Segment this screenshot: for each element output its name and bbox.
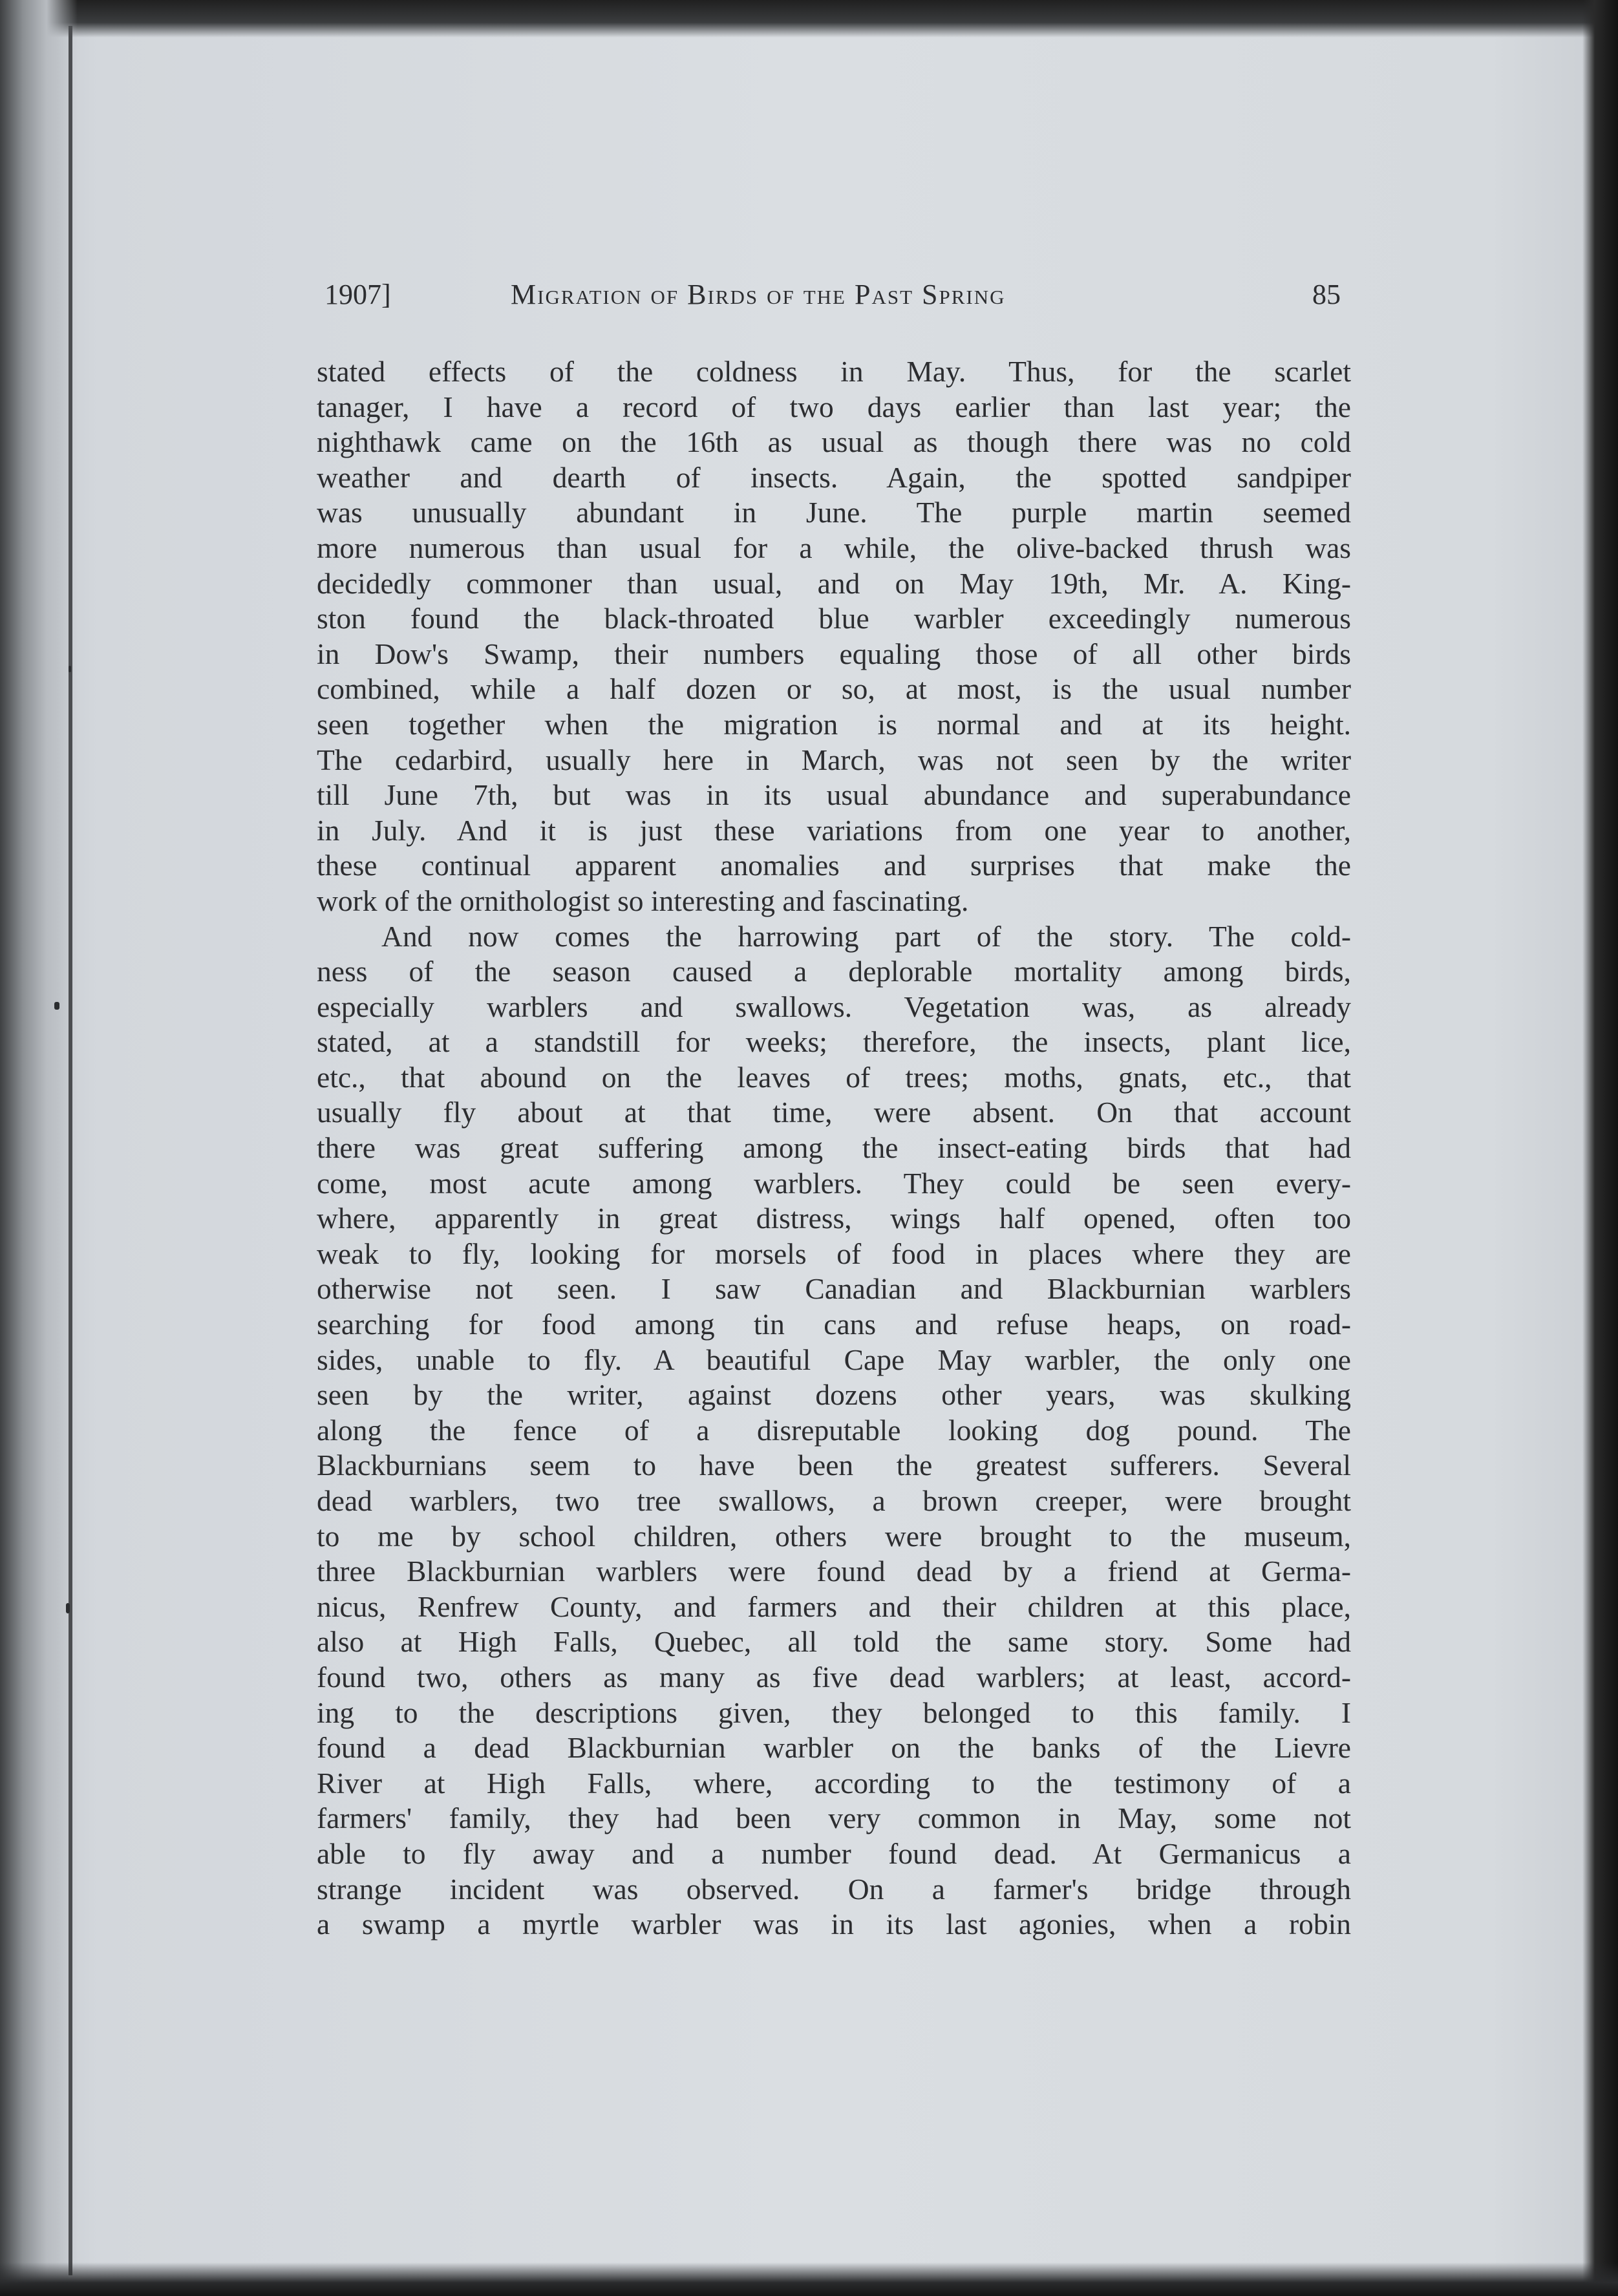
text-line: to me by school children, others were brought to the museum,	[317, 1519, 1351, 1553]
text-line: where, apparently in great distress, wings half opened, often too	[317, 1202, 1351, 1235]
margin-speck	[69, 666, 71, 672]
text-line: a swamp a myrtle warbler was in its last agonies, when a robin	[317, 1908, 1351, 1941]
text-line: sides, unable to fly. A beautiful Cape May warbler, the only one	[317, 1343, 1351, 1376]
text-line: nighthawk came on the 16th as usual as though there was no cold	[317, 425, 1351, 459]
text-line: farmers' family, they had been very common in May, some not	[317, 1802, 1351, 1835]
text-line: weather and dearth of insects. Again, the spotted sandpiper	[317, 460, 1351, 494]
margin-speck	[54, 1002, 59, 1010]
running-head	[317, 271, 1351, 318]
text-line: otherwise not seen. I saw Canadian and Blackburnian warblers	[317, 1272, 1351, 1306]
text-line: strange incident was observed. On a farmer's bridge through	[317, 1872, 1351, 1906]
text-line: ston found the black-throated blue warbler exceedingly numerous	[317, 602, 1351, 635]
text-line: in Dow's Swamp, their numbers equaling those of all other birds	[317, 637, 1351, 670]
text-line: stated effects of the coldness in May. Thus, for the scarlet	[317, 355, 1351, 388]
text-line: work of the ornithologist so interesting and fascinating.	[317, 884, 969, 917]
text-line: etc., that abound on the leaves of trees; moths, gnats, etc., that	[317, 1060, 1351, 1094]
text-line: decidedly commoner than usual, and on May 19th, Mr. A. King-	[317, 566, 1351, 600]
text-line: till June 7th, but was in its usual abundance and superabundance	[317, 778, 1351, 812]
text-line: found a dead Blackburnian warbler on the banks of the Lievre	[317, 1731, 1351, 1765]
text-line: there was great suffering among the insect-eating birds that had	[317, 1131, 1351, 1165]
text-line: was unusually abundant in June. The purple martin seemed	[317, 496, 1351, 529]
text-line: more numerous than usual for a while, the olive-backed thrush was	[317, 531, 1351, 564]
text-line: along the fence of a disreputable looking dog pound. The	[317, 1413, 1351, 1447]
scan-edge-right	[1582, 0, 1618, 2296]
text-line: come, most acute among warblers. They could be seen every-	[317, 1166, 1351, 1200]
book-page	[317, 271, 1351, 1942]
scan-edge-top	[0, 0, 1618, 37]
text-line: tanager, I have a record of two days earlier than last year; the	[317, 390, 1351, 423]
text-line: The cedarbird, usually here in March, was not seen by the writer	[317, 743, 1351, 776]
text-line: combined, while a half dozen or so, at most, is the usual number	[317, 672, 1351, 706]
text-line: dead warblers, two tree swallows, a brown creeper, were brought	[317, 1484, 1351, 1517]
running-head-year: 1907]	[325, 279, 391, 310]
running-head-title: Migration of Birds of the Past Spring	[511, 279, 1006, 310]
text-line: especially warblers and swallows. Vegetation was, as already	[317, 990, 1351, 1023]
margin-speck	[66, 1603, 70, 1613]
text-line: weak to fly, looking for morsels of food in places where they are	[317, 1237, 1351, 1270]
text-line: ness of the season caused a deplorable mortality among birds,	[317, 955, 1351, 988]
body-text	[317, 354, 1351, 1942]
text-line: searching for food among tin cans and refuse heaps, on road-	[317, 1308, 1351, 1341]
text-line: three Blackburnian warblers were found dead by a friend at Germa-	[317, 1555, 1351, 1588]
text-line: able to fly away and a number found dead. At Germanicus a	[317, 1836, 1351, 1870]
scan-edge-left	[0, 0, 78, 2296]
text-line: found two, others as many as five dead warblers; at least, accord-	[317, 1660, 1351, 1694]
text-line: usually fly about at that time, were absent. On that account	[317, 1096, 1351, 1129]
page-number: 85	[1312, 279, 1341, 310]
text-line: ing to the descriptions given, they belonged to this family. I	[317, 1695, 1351, 1729]
text-line: stated, at a standstill for weeks; therefore, the insects, plant lice,	[317, 1025, 1351, 1059]
text-line: in July. And it is just these variations from one year to another,	[317, 813, 1351, 847]
text-line: also at High Falls, Quebec, all told the same story. Some had	[317, 1625, 1351, 1659]
scan-edge-bottom	[0, 2262, 1618, 2296]
text-line: Blackburnians seem to have been the greatest sufferers. Several	[317, 1449, 1351, 1482]
text-line: And now comes the harrowing part of the story. The cold-	[381, 919, 1351, 953]
text-line: seen by the writer, against dozens other years, was skulking	[317, 1378, 1351, 1412]
text-line: nicus, Renfrew County, and farmers and their children at this place,	[317, 1589, 1351, 1623]
text-line: these continual apparent anomalies and surprises that make the	[317, 849, 1351, 882]
text-line: River at High Falls, where, according to the testimony of a	[317, 1766, 1351, 1800]
binding-line	[69, 26, 72, 2275]
text-line: seen together when the migration is normal and at its height.	[317, 707, 1351, 741]
